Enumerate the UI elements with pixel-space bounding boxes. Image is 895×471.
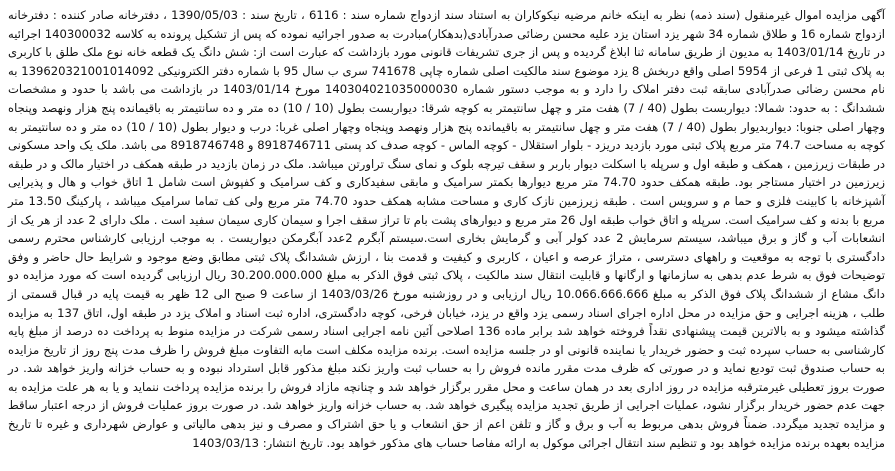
auction-notice-text: آگهی مزایده اموال غیرمنقول (سند ذمه) نظر به اینکه خانم مرضیه نیکوکاران به استناد سند ازدواج شماره سند : 6116 ، تاریخ سند : 1390/05/03 ، دفترخانه صادر کننده : دفترخانه ازدواج شماره 16 و طلاق شماره 34 شهر یزد استان یزد علیه محسن رضائی صدرآبادی(بدهکار)مبادرت به صدور اجرائیه نموده که پس از تشکیل پرونده به کلاسه 140300032 اجرائیه در تاریخ 1403/01/14 به مدیون از طریق سامانه ثنا ابلاغ گردیده و پس از جری تشریفات قانونی مورد بازداشت که عبارت است از: شش دانگ یک قطعه خانه نوع ملک طلق با کاربری به پلاک ثبتی 1 فرعی از 5954 اصلی واقع دربخش 8 یزد موضوع سند مالکیت اصلی شماره چاپی 741678 سری ب سال 95 با شماره دفتر الکترونیکی 139620321001014092 به نام محسن رضائی صدرآبادی سابقه ثبت دفتر املاک را دارد و به موجب دستور شماره 140304021035000030 مورخ 1403/01/14 در بازداشت می باشد با حدود و مشخصات ششدانگ : به حدود: شمالا: دیواربست بطول (40 / 7) هفت متر و چهل سانتیمتر به کوچه شرقا: دیواربست بطول (10 / 10) ده متر و ده سانتیمتر به باقیمانده پنج هزار ونهصد وپنجاه وچهار اصلی جنوبا: دیواربدیوار بطول (40 / 7) هفت متر و چهل سانتیمتر به باقیمانده پنج هزار ونهصد وپنجاه وچهار اصلی غربا: درب و دیوار بطول (10 / 10) ده متر و ده سانتیمتر به کوچه به مساحت 74.7 متر مربع پلاک ثبتی مورد بازدید دریزد - بلوار استقلال - کوچه الماس - کوچه صدف کد پستی 8918746711 و 8918746748 می باشد. ملک یک واحد مسکونی در طبقات زیرزمین ، همکف و طبقه اول و سرپله با اسکلت دیوار باربر و سقف تیرچه بلوک و نمای سنگ تراورتن میباشد. ملک در زمان بازدید در طبقه همکف در اختیار مالک و در طبقه زیرزمین در اختیار مستاجر بود. طبقه همکف حدود 74.70 متر مربع دیوارها بکمتر سرامیک و مابقی سفیدکاری و کف سرامیک و کفپوش است شامل 1 اتاق خواب و هال و پذیرایی آشپزخانه با کابینت فلزی و حما م و سرویس است . طبقه زیرزمین نازک کاری و مساحت مشابه همکف حدود 74.70 متر مربع ولی کف تماما سرامیک میباشد ، پارکینگ 13.50 متر مربع با بدنه و کف سرامیک است. سرپله و اتاق خواب طبقه اول 26 متر مربع و دیوارهای پشت بام تا تراز سقف اجرا و سیمان کاری سیمان سفید است . ملک دارای 2 عدد از هر یک از انشعابات آب و گاز و برق میباشد، سیستم سرمایش 2 عدد کولر آبی و گرمایش بخاری است.سیستم آبگرم 2عدد آبگرمکن دیواریست . به موجب ارزیابی کارشناس محترم رسمی دادگستری با توجه به موقعیت و راههای دسترسی ، متراژ عرصه و اعیان ، کاربری و کیفیت و قدمت بنا ، ارزش ششدانگ پلاک ثبتی مطابق وضع موجود و شرایط حال حاضر و وفق توضیحات فوق به شرط عدم بدهی به سازمانها و ارگانها و قابلیت انتقال سند مالکیت ، پلاک ثبتی فوق الذکر به مبلغ 30.200.000.000 ریال ارزیابی گردیده است که مورد مزایده دو دانگ مشاع از ششدانگ پلاک فوق الذکر به مبلغ 10.066.666.666 ریال ارزیابی و در روزشنبه مورخ 1403/03/26 از ساعت 9 صبح الی 12 ظهر به قیمت پایه در قبال قسمتی از طلب ، هزینه اجرایی و حق مزایده در محل اداره اجرای اسناد رسمی یزد واقع در یزد، خیابان فرخی، کوچه دادگستری، اداره ثبت اسناد و املاک یزد در طبقه اول، اتاق 137 به مزایده گذاشته میشود و به بالاترین قیمت پیشنهادی نقداً فروخته خواهد شد برابر ماده 136 اصلاحی آئین نامه اجرایی اسناد رسمی شرکت در مزایده منوط به پرداخت ده درصد از مبلغ پایه کارشناسی به حساب سپرده ثبت و حضور خریدار یا نماینده قانونی او در جلسه مزایده است. برنده مزایده مکلف است مابه التفاوت مبلغ فروش را ظرف مدت پنج روز از تاریخ مزایده به حساب صندوق ثبت تودیع نماید و در صورتی که ظرف مدت مقرر مانده فروش را به حساب ثبت واریز نکند مبلغ مذکور قابل استرداد نبوده و به حساب خزانه واریز خواهد شد. در صورت بروز تعطیلی غیرمترقبه مزایده در روز اداری بعد در همان ساعت و محل مقرر برگزار خواهد شد و چنانچه مازاد فروش را برنده مزایده پرداخت ننماید و یا به هر علت مزایده به جهت عدم حضور خریدار برگزار نشود، عملیات اجرایی از طریق تجدید مزایده پیگیری خواهد شد. به حساب خزانه واریز خواهد شد. در صورت بروز عملیات فروش از درجه اعتبار ساقط و مزایده تجدید میگردد. ضمناً فروش بدهی مربوط به آب و برق و گاز و تلفن اعم از حق انشعاب و یا حق اشتراک و مصرف و نیز بدهی مالیاتی و عوارض شهرداری و غیره تا تاریخ مزایده بعهده برنده مزایده خواهد بود و تنظیم سند انتقال اجرائی موکول به ارائه مفاصا حساب های مذکور خواهد بود. تاریخ انتشار: 1403/03/13	[8, 8, 886, 450]
